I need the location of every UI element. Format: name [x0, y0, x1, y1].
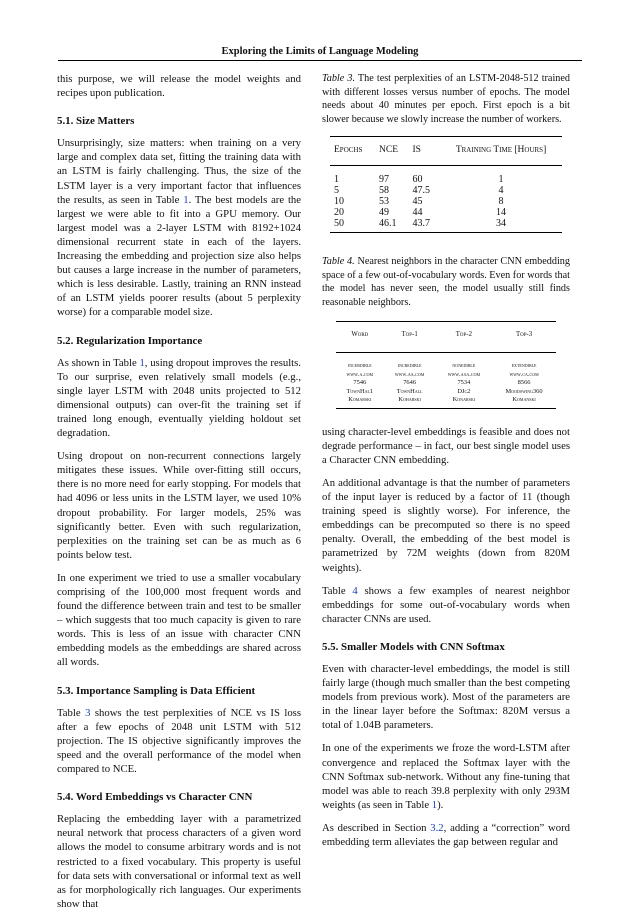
table-cell: 7646 [403, 379, 417, 387]
column-header: Training Time [Hours] [455, 145, 547, 155]
table-cell: 46.1 [379, 218, 397, 230]
table-3-caption: Table 3. The test perplexities of an LSTM-2048-512 trained with different losses versus number of epochs. The model needs about 40 minutes per epoch. First epoch is a bit slower because we slowly increase the number of workers. [322, 73, 570, 125]
table-cell: 97 [379, 174, 390, 186]
section-5-2-title: 5.2. Regularization Importance [57, 334, 203, 347]
section-5-1-title: 5.1. Size Matters [57, 115, 135, 128]
table-cell: www.ca.com [509, 370, 539, 378]
section-5-5-paragraph-1: Even with character-level embeddings, the model is still fairly large (though much smaller than the best competing models from previous work). Most of the parameters are in the linear layer before the Softmax: 820M versus a total of 1.04B parameters. [322, 663, 570, 732]
section-5-2-paragraph-1: As shown in Table 1, using dropout improves the results. To our surprise, even relatively small models (e.g., single layer LSTM with 2048 units projected to 512 dimensional outputs) can over-fit the training set if trained long enough, eventually yielding holdout set degradation. [57, 356, 301, 440]
table-cell: 1 [498, 174, 504, 186]
table-cell: 45 [412, 196, 423, 208]
table-cell: Komarski [348, 396, 372, 404]
table-cell: 60 [412, 174, 423, 186]
table-cell: 14 [496, 207, 507, 219]
table-cell: www.aa.com [394, 370, 425, 378]
table-4 [336, 321, 556, 409]
table-cell: 53 [379, 196, 390, 208]
table-row [336, 379, 556, 388]
table-cell: 10 [334, 196, 344, 208]
table-4-caption: Table 4. Nearest neighbors in the character CNN embedding space of a few out-of-vocabulary words. Even for words that the model has never seen, the model usually still finds reasonable neighbors. [322, 256, 570, 308]
intro-paragraph: this purpose, we will release the model weights and recipes upon publication. [57, 73, 301, 100]
table-1-link[interactable]: 1 [139, 356, 145, 369]
table-row [336, 371, 556, 380]
table-cell: 43.7 [412, 218, 430, 230]
table-row [336, 388, 556, 397]
section-5-3-paragraph: Table 3 shows the test perplexities of NCE vs IS loss after a few epochs of 2048 unit LSTM with 512 projection. The IS objective significantly improves the speed and the overall performance of the model when compared to NCE. [57, 706, 301, 776]
table-row [336, 396, 556, 408]
table-cell: Koharski [398, 396, 421, 404]
table-cell: 47.5 [412, 185, 430, 197]
section-5-4-paragraph: Replacing the embedding layer with a parametrized neural network that process characters of a given word allows the model to consume arbitrary words and is not restricted to a fixed vocabulary. This property is useful for data sets with conversational or informal text as well as for morphologically rich languages. Our experiments show that [57, 813, 301, 910]
table-cell: www.a.com [346, 370, 374, 378]
table-cell: 7534 [457, 379, 471, 387]
table-row [330, 196, 562, 207]
section-5-4-title: 5.4. Word Embeddings vs Character CNN [57, 791, 253, 804]
table-cell: www.aaa.com [447, 370, 481, 378]
right-paragraph-2: An additional advantage is that the number of parameters of the input layer is reduced by a factor of 11 (though training speed is slightly worse). For inference, the embeddings can be precomputed so there is no speed penalty. Overall, the embedding of the best model is parametrized by 72M weights (down from 820M weights). [322, 476, 570, 574]
section-3-2-link[interactable]: 3.2 [430, 821, 444, 834]
table-cell: 8566 [517, 379, 531, 387]
column-header: Word [351, 331, 369, 339]
table-row [330, 218, 562, 233]
column-header: IS [412, 145, 421, 155]
table-row [330, 166, 562, 186]
section-5-5-title: 5.5. Smaller Models with CNN Softmax [322, 640, 505, 653]
table-header-row [336, 322, 556, 353]
table-cell: 1 [334, 174, 339, 186]
table-cell: Moodswing360 [505, 387, 543, 395]
table-cell: 44 [412, 207, 423, 219]
table-cell: 7546 [353, 379, 367, 387]
table-header-row [330, 137, 562, 166]
table-row [336, 353, 556, 371]
column-header: Top-1 [401, 331, 418, 339]
table-cell: incredible [397, 362, 422, 370]
column-header: NCE [379, 145, 399, 155]
section-5-2-paragraph-3: In one experiment we tried to use a smaller vocabulary comprising of the 100,000 most frequent words and found the difference between train and test to be smaller – which suggests that too much capacity is given to rare words. This is less of an issue with character CNN embedding models as the embeddings are shared across all words. [57, 571, 301, 669]
running-head: Exploring the Limits of Language Modeling [58, 46, 582, 61]
section-5-5-paragraph-3: As described in Section 3.2, adding a “correction” word embedding term alleviates the gap between regular and [322, 821, 570, 849]
table-row [330, 185, 562, 196]
table-cell: nonedible [452, 362, 476, 370]
table-cell: Konarski [452, 396, 476, 404]
table-3 [330, 136, 562, 233]
table-cell: 58 [379, 185, 390, 197]
table-cell: TownHal1 [346, 387, 374, 395]
table-cell: 20 [334, 207, 344, 219]
table-row [330, 207, 562, 218]
table-cell: Komanski [512, 396, 536, 404]
table-cell: TownHall [396, 387, 423, 395]
table-cell: 50 [334, 218, 344, 230]
table-1-link[interactable]: 1 [431, 798, 438, 811]
section-5-2-paragraph-2: Using dropout on non-recurrent connections largely mitigates these issues. While over-fitting still occurs, there is no more need for early stopping. For models that had 4096 or less units in the LSTM layer, we used 10% dropout probability. For larger models, 25% was significantly better. Even with such regularization, perplexities on the training set can be as much as 6 points below test. [57, 450, 301, 561]
table-cell: 5 [334, 185, 339, 197]
table-cell: DJc2 [457, 387, 471, 395]
table-cell: incerdible [347, 362, 372, 370]
column-header: Top-2 [455, 331, 472, 339]
section-5-1-paragraph: Unsurprisingly, size matters: when training on a very large and complex data set, fitting the training data with an LSTM is fairly challenging. Thus, the size of the LSTM layer is a very important factor that influences the results, as seen in Table 1. The best models are the largest we were able to fit into a GPU memory. Our largest model was a 2-layer LSTM with 8192+1024 dimensional recurrent state in each of the layers. Increasing the embedding and projection size also helps but causes a large increase in the number of parameters, which is less desirable. Lastly, training an RNN instead of an LSTM yields poorer results (about 5 perplexity worse) for a comparable model size. [57, 137, 301, 319]
left-column [57, 72, 301, 920]
column-header: Top-3 [515, 331, 533, 339]
right-paragraph-1: using character-level embeddings is feasible and does not degrade performance – in fact, our best single model uses a Character CNN embedding. [322, 425, 570, 466]
table-cell: 49 [379, 207, 390, 219]
table-3-link[interactable]: 3 [85, 706, 91, 719]
table-cell: 4 [498, 185, 504, 197]
column-header: Epochs [334, 145, 363, 155]
table-cell: extendible [511, 362, 537, 370]
table-1-link[interactable]: 1 [183, 193, 189, 206]
right-column [322, 72, 570, 858]
table-4-link[interactable]: 4 [352, 584, 358, 597]
section-5-5-paragraph-2: In one of the experiments we froze the word-LSTM after convergence and replaced the Softmax layer with the CNN Softmax sub-network. Without any fine-tuning that model was able to reach 39.8 perplexity with only 293M weights (as seen in Table 1). [322, 742, 570, 811]
section-5-3-title: 5.3. Importance Sampling is Data Efficient [57, 684, 256, 697]
table-cell: 34 [496, 218, 507, 230]
table-cell: 8 [498, 196, 504, 208]
right-paragraph-3: Table 4 shows a few examples of nearest neighbor embeddings for some out-of-vocabulary words when character CNNs are used. [322, 584, 570, 625]
